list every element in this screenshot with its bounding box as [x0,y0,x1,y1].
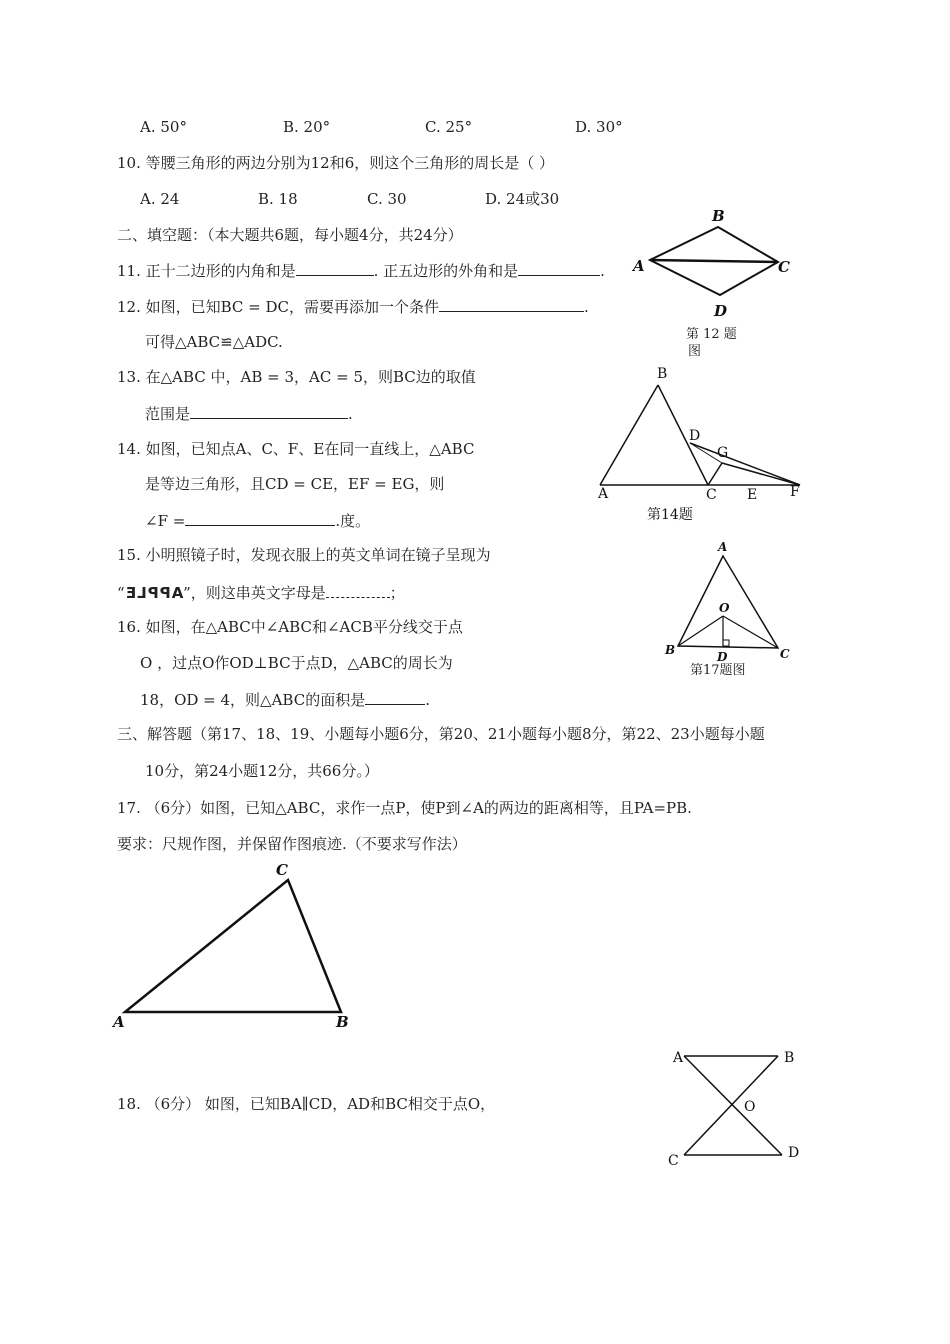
q15-quote-open: “ [117,584,125,602]
q14-blank[interactable] [185,511,335,526]
figure-q18 [660,1040,810,1175]
fig12-label-b: B [712,207,725,225]
q14-line2: 是等边三角形，且CD = CE，EF = EG，则 [145,475,445,493]
q15-end: ； [389,584,405,602]
q9-option-b: B. 20° [283,118,331,136]
q15-blank[interactable] [326,583,390,598]
q14-line3 [145,511,370,530]
figure-14 [595,360,810,530]
fig12-label-c: C [778,258,790,276]
q10-stem: 10. 等腰三角形的两边分别为12和6，则这个三角形的周长是（ ） [117,154,555,172]
q12-part1: 12. 如图，已知BC = DC，需要再添加一个条件 [117,298,440,316]
fig17s-caption: 第17题图 [690,663,746,678]
q11-part3: . [600,262,605,280]
q16-line2: O ，过点O作OD⊥BC于点D，△ABC的周长为 [140,654,453,672]
fig12-label-d: D [714,302,728,320]
fig17s-label-o: O [719,601,730,615]
q16-text: 18，OD = 4，则△ABC的面积是 [140,691,366,709]
q10-option-b: B. 18 [258,190,298,208]
q10-option-c: C. 30 [367,190,407,208]
q16-blank[interactable] [365,690,425,705]
q14-unit: .度。 [335,512,371,530]
fig14-label-g: G [717,445,729,461]
q13-line1: 13. 在△ABC 中，AB = 3，AC = 5，则BC边的取值 [117,368,476,386]
fig12-caption-2: 图 [688,344,702,359]
fig17s-label-c: C [780,647,790,661]
fig18-label-c: C [668,1153,679,1169]
fig17-label-a: A [113,1013,125,1031]
q11-part1: 11. 正十二边形的内角和是 [117,262,296,280]
q12-line1 [117,297,589,316]
q11-blank-1[interactable] [296,261,374,276]
q17-line2: 要求：尺规作图，并保留作图痕迹.（不要求写作法） [117,835,467,853]
figure-q17 [108,855,368,1040]
q16-line3 [140,690,430,709]
section2-title: 二、填空题：（本大题共6题，每小题4分，共24分） [117,226,463,244]
fig14-label-a: A [598,486,609,502]
fig18-label-o: O [744,1099,756,1115]
q13-line2 [145,404,353,423]
fig14-caption: 第14题 [647,507,693,523]
q15-question: ，则这串英文字母是 [190,584,326,602]
q16-end: . [425,691,430,709]
q15-mirror-word: APPLE [124,584,184,602]
figure-17-small [660,538,805,683]
figure-12 [628,205,798,370]
q17-line1: 17. （6分）如图，已知△ABC，求作一点P，使P到∠A的两边的距离相等，且PA=PB. [117,799,692,817]
q13-label: 范围是 [145,405,191,423]
fig17s-label-d: D [717,650,728,664]
q12-part2: . [584,298,589,316]
fig14-label-d: D [689,428,701,444]
q16-line1: 16. 如图，在△ABC中∠ABC和∠ACB平分线交于点 [117,618,463,636]
fig18-label-d: D [788,1145,800,1161]
q9-option-a: A. 50° [140,118,187,136]
q10-option-d: D. 24或30 [485,190,560,208]
q13-end: . [348,405,353,423]
fig17s-label-a: A [718,540,728,554]
q11 [117,261,605,280]
fig18-label-b: B [784,1050,795,1066]
q18-line1: 18. （6分） 如图，已知BA∥CD，AD和BC相交于点O， [117,1095,496,1113]
fig14-label-b: B [657,366,668,382]
fig14-label-e: E [747,487,758,503]
fig17s-label-b: B [665,643,676,657]
fig12-label-a: A [633,257,645,275]
q13-blank[interactable] [190,404,348,419]
fig18-label-a: A [673,1050,684,1066]
section3-line2: 10分，第24小题12分，共66分。） [145,762,379,780]
q15-quote-close: ” [183,584,191,602]
q15-line2 [117,583,405,602]
q14-angle-f: ∠F = [145,512,186,530]
fig14-label-f: F [790,484,800,500]
section3-line1: 三、解答题（第17、18、19、小题每小题6分，第20、21小题每小题8分，第22、23小题每小题 [117,725,765,743]
q12-blank[interactable] [439,297,584,312]
q10-option-a: A. 24 [140,190,180,208]
fig12-caption-1: 第 12 题 [686,327,737,342]
fig17-label-c: C [276,861,288,879]
q11-blank-2[interactable] [518,261,600,276]
q9-option-c: C. 25° [425,118,473,136]
q15-line1: 15. 小明照镜子时，发现衣服上的英文单词在镜子呈现为 [117,546,491,564]
fig14-label-c: C [706,487,717,503]
q9-option-d: D. 30° [575,118,623,136]
q14-line1: 14. 如图，已知点A、C、F、E在同一直线上，△ABC [117,440,475,458]
fig17-label-b: B [336,1013,349,1031]
q11-part2: . 正五边形的外角和是 [373,262,519,280]
q12-line2: 可得△ABC≌△ADC. [145,333,283,351]
